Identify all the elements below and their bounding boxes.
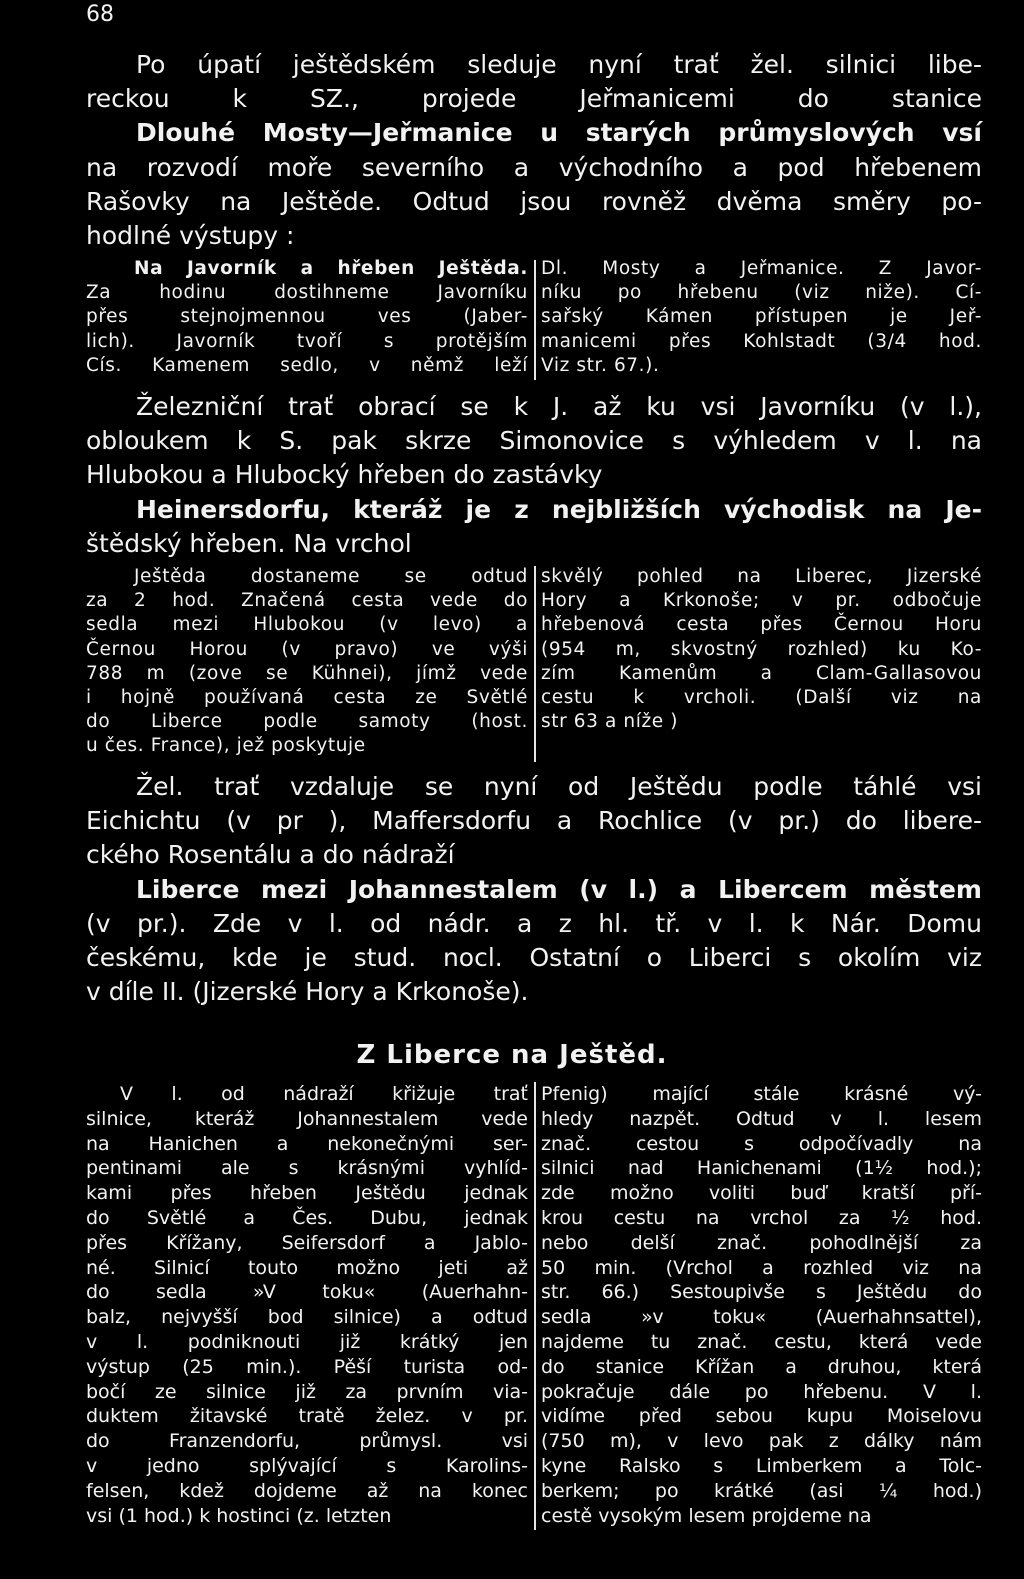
text-line: 788 m (zove se Kühnei), jímž vede [86,662,528,684]
text-line: níku po hřebenu (viz niže). Cí- [541,282,982,304]
text-line: str. 66.) Sestoupivše s Ještědu do [541,1281,982,1304]
text-line: přes stejnojmennou ves (Jaber- [86,306,528,328]
text-line: hledy nazpět. Odtud v l. lesem [541,1107,982,1130]
text-line: hodlné výstupy : [86,221,295,251]
section-heading: Z Liberce na Ještěd. [356,1040,668,1070]
text-line: do Franzendorfu, průmysl. vsi [86,1430,528,1453]
column-divider [534,260,536,380]
text-line: zím Kamenům a Clam-Gallasovou [541,662,982,684]
text-line: kami přes hřeben Ještědu jednak [86,1182,528,1205]
page-number: 68 [86,2,114,27]
text-line: Viz str. 67.). [541,354,660,376]
text-line: cestu k vrcholi. (Další viz na [541,687,982,709]
text-line: str 63 a níže ) [541,711,679,733]
text-line: výstup (25 min.). Pěší turista od- [86,1355,528,1378]
column-left-route [86,1082,528,1528]
text-line: Po úpatí ještědském sleduje nyní trať žel. silnici libe- [136,50,982,79]
text-line: Dlouhé Mosty—Jeřmanice u starých průmyslových vsí [136,118,982,148]
text-line: Dl. Mosty a Jeřmanice. Z Javor- [541,258,982,279]
text-line: i hojně používaná cesta ze Světlé [86,687,528,709]
text-line: Na Javorník a hřeben Ještěda. [134,258,528,279]
text-line: zde možno voliti buď kratší pří- [541,1182,982,1205]
column-right-route [541,1082,982,1528]
text-line: skvělý pohled na Liberec, Jizerské [541,566,982,587]
text-line: felsen, kdež dojdeme až na konec [86,1479,528,1502]
text-line: manicemi přes Kohlstadt (3/4 hod. [541,330,982,352]
text-line: sařský Kámen přístupen je Jeř- [541,306,982,328]
text-line: obloukem k S. pak skrze Simonovice s výhledem v l. na [86,426,982,456]
text-line: V l. od nádraží křižuje trať [120,1083,528,1105]
column-divider [534,1082,536,1530]
text-line: Pfenig) mající stále krásné vý- [541,1083,982,1105]
text-line: Eichichtu (v pr ), Maffersdorfu a Rochlice (v pr.) do libere- [86,806,982,836]
text-line: ckého Rosentálu a do nádraží [86,840,455,870]
text-line: (750 m), v levo pak z dálky nám [541,1430,982,1453]
text-line: (v pr.). Zde v l. od nádr. a z hl. tř. v l. k Nár. Domu [86,908,982,938]
text-line: cestě vysokým lesem projdeme na [541,1504,872,1527]
paragraph-intro [86,48,982,253]
text-line: reckou k SZ., projede Jeřmanicemi do stanice [86,84,982,114]
text-line: Liberce mezi Johannestalem (v l.) a Libercem městem [136,874,982,904]
text-line: balz, nejvyšší bod silnice) a odtud [86,1306,528,1329]
text-line: v l. podniknouti již krátký jen [86,1330,528,1353]
text-line: na Hanichen a nekonečnými ser- [86,1132,528,1155]
text-line: berkem; po krátké (asi ¼ hod.) [541,1479,982,1502]
text-line: pentinami ale s krásnými vyhlíd- [86,1157,528,1180]
text-line: nebo delší znač. pohodlnější za [541,1231,982,1254]
text-line: Heinersdorfu, kteráž je z nejbližších východisk na Je- [136,494,982,524]
text-line: pokračuje dále po hřebenu. V l. [541,1380,982,1403]
text-line: bočí ze silnice již za prvním via- [86,1380,528,1403]
text-line: Hlubokou a Hlubocký hřeben do zastávky [86,460,603,490]
text-line: duktem žitavské tratě želez. v pr. [86,1405,528,1428]
paragraph-railway [86,390,982,561]
text-line: u čes. France), jež poskytuje [86,735,366,757]
text-line: přes Křížany, Seifersdorf a Jablo- [86,1231,528,1254]
text-line: lich). Javorník tvoří s protějším [86,330,528,352]
column-left-javornik [86,257,528,378]
text-line: Žel. trať vzdaluje se nyní od Ještědu podle táhlé vsi [136,772,982,801]
text-line: za 2 hod. Značená cesta vede do [86,590,528,612]
column-right-view [541,565,982,734]
text-line: v díle II. (Jizerské Hory a Krkonoše). [86,977,529,1007]
text-line: Hory a Krkonoše; v pr. odbočuje [541,590,982,612]
text-line: Ještěda dostaneme se odtud [134,566,528,587]
text-line: vsi (1 hod.) k hostinci (z. letzten [86,1504,392,1527]
text-line: najdeme tu znač. cestu, která vede [541,1330,982,1353]
text-line: Rašovky na Ještěde. Odtud jsou rovněž dvěma směry po- [86,186,982,216]
text-line: Cís. Kamenem sedlo, v němž leží [86,354,528,376]
text-line: do Světlé a Čes. Dubu, jednak [86,1206,528,1229]
text-line: (954 m, skvostný rozhled) ku Ko- [541,638,982,660]
text-line: českému, kde je stud. nocl. Ostatní o Liberci s okolím viz [86,943,982,973]
text-line: Železniční trať obrací se k J. až ku vsi Javorníku (v l.), [136,392,982,421]
text-line: krou cestu na vrchol za ½ hod. [541,1206,982,1229]
column-left-jested [86,565,528,759]
text-line: na rozvodí moře severního a východního a pod hřebenem [86,152,982,182]
column-right-mosty [541,257,982,378]
text-line: kyne Ralsko s Limberkem a Tolc- [541,1454,982,1477]
text-line: do sedla »V toku« (Auerhahn- [86,1281,528,1304]
text-line: Za hodinu dostihneme Javorníku [86,282,528,304]
text-line: štědský hřeben. Na vrchol [86,528,412,558]
text-line: sedla »v toku« (Auerhahnsattel), [541,1306,982,1329]
text-line: znač. cestou s odpočívadly na [541,1132,982,1155]
text-line: v jedno splývající s Karolins- [86,1454,528,1477]
text-line: vidíme před sebou kupu Moiselovu [541,1405,982,1428]
text-line: do stanice Křížan a druhou, která [541,1355,982,1378]
text-line: silnice, kteráž Johannestalem vede [86,1107,528,1130]
text-line: sedla mezi Hlubokou (v levo) a [86,614,528,636]
text-line: hřebenová cesta přes Černou Horu [541,614,982,636]
text-line: do Liberce podle samoty (host. [86,711,528,733]
text-line: Černou Horou (v pravo) ve výši [86,638,528,660]
column-divider [534,566,536,762]
text-line: silnici nad Hanichenami (1½ hod.); [541,1157,982,1180]
paragraph-liberec [86,770,982,1009]
text-line: né. Silnicí touto možno jeti až [86,1256,528,1279]
text-line: 50 min. (Vrchol a rozhled viz na [541,1256,982,1279]
